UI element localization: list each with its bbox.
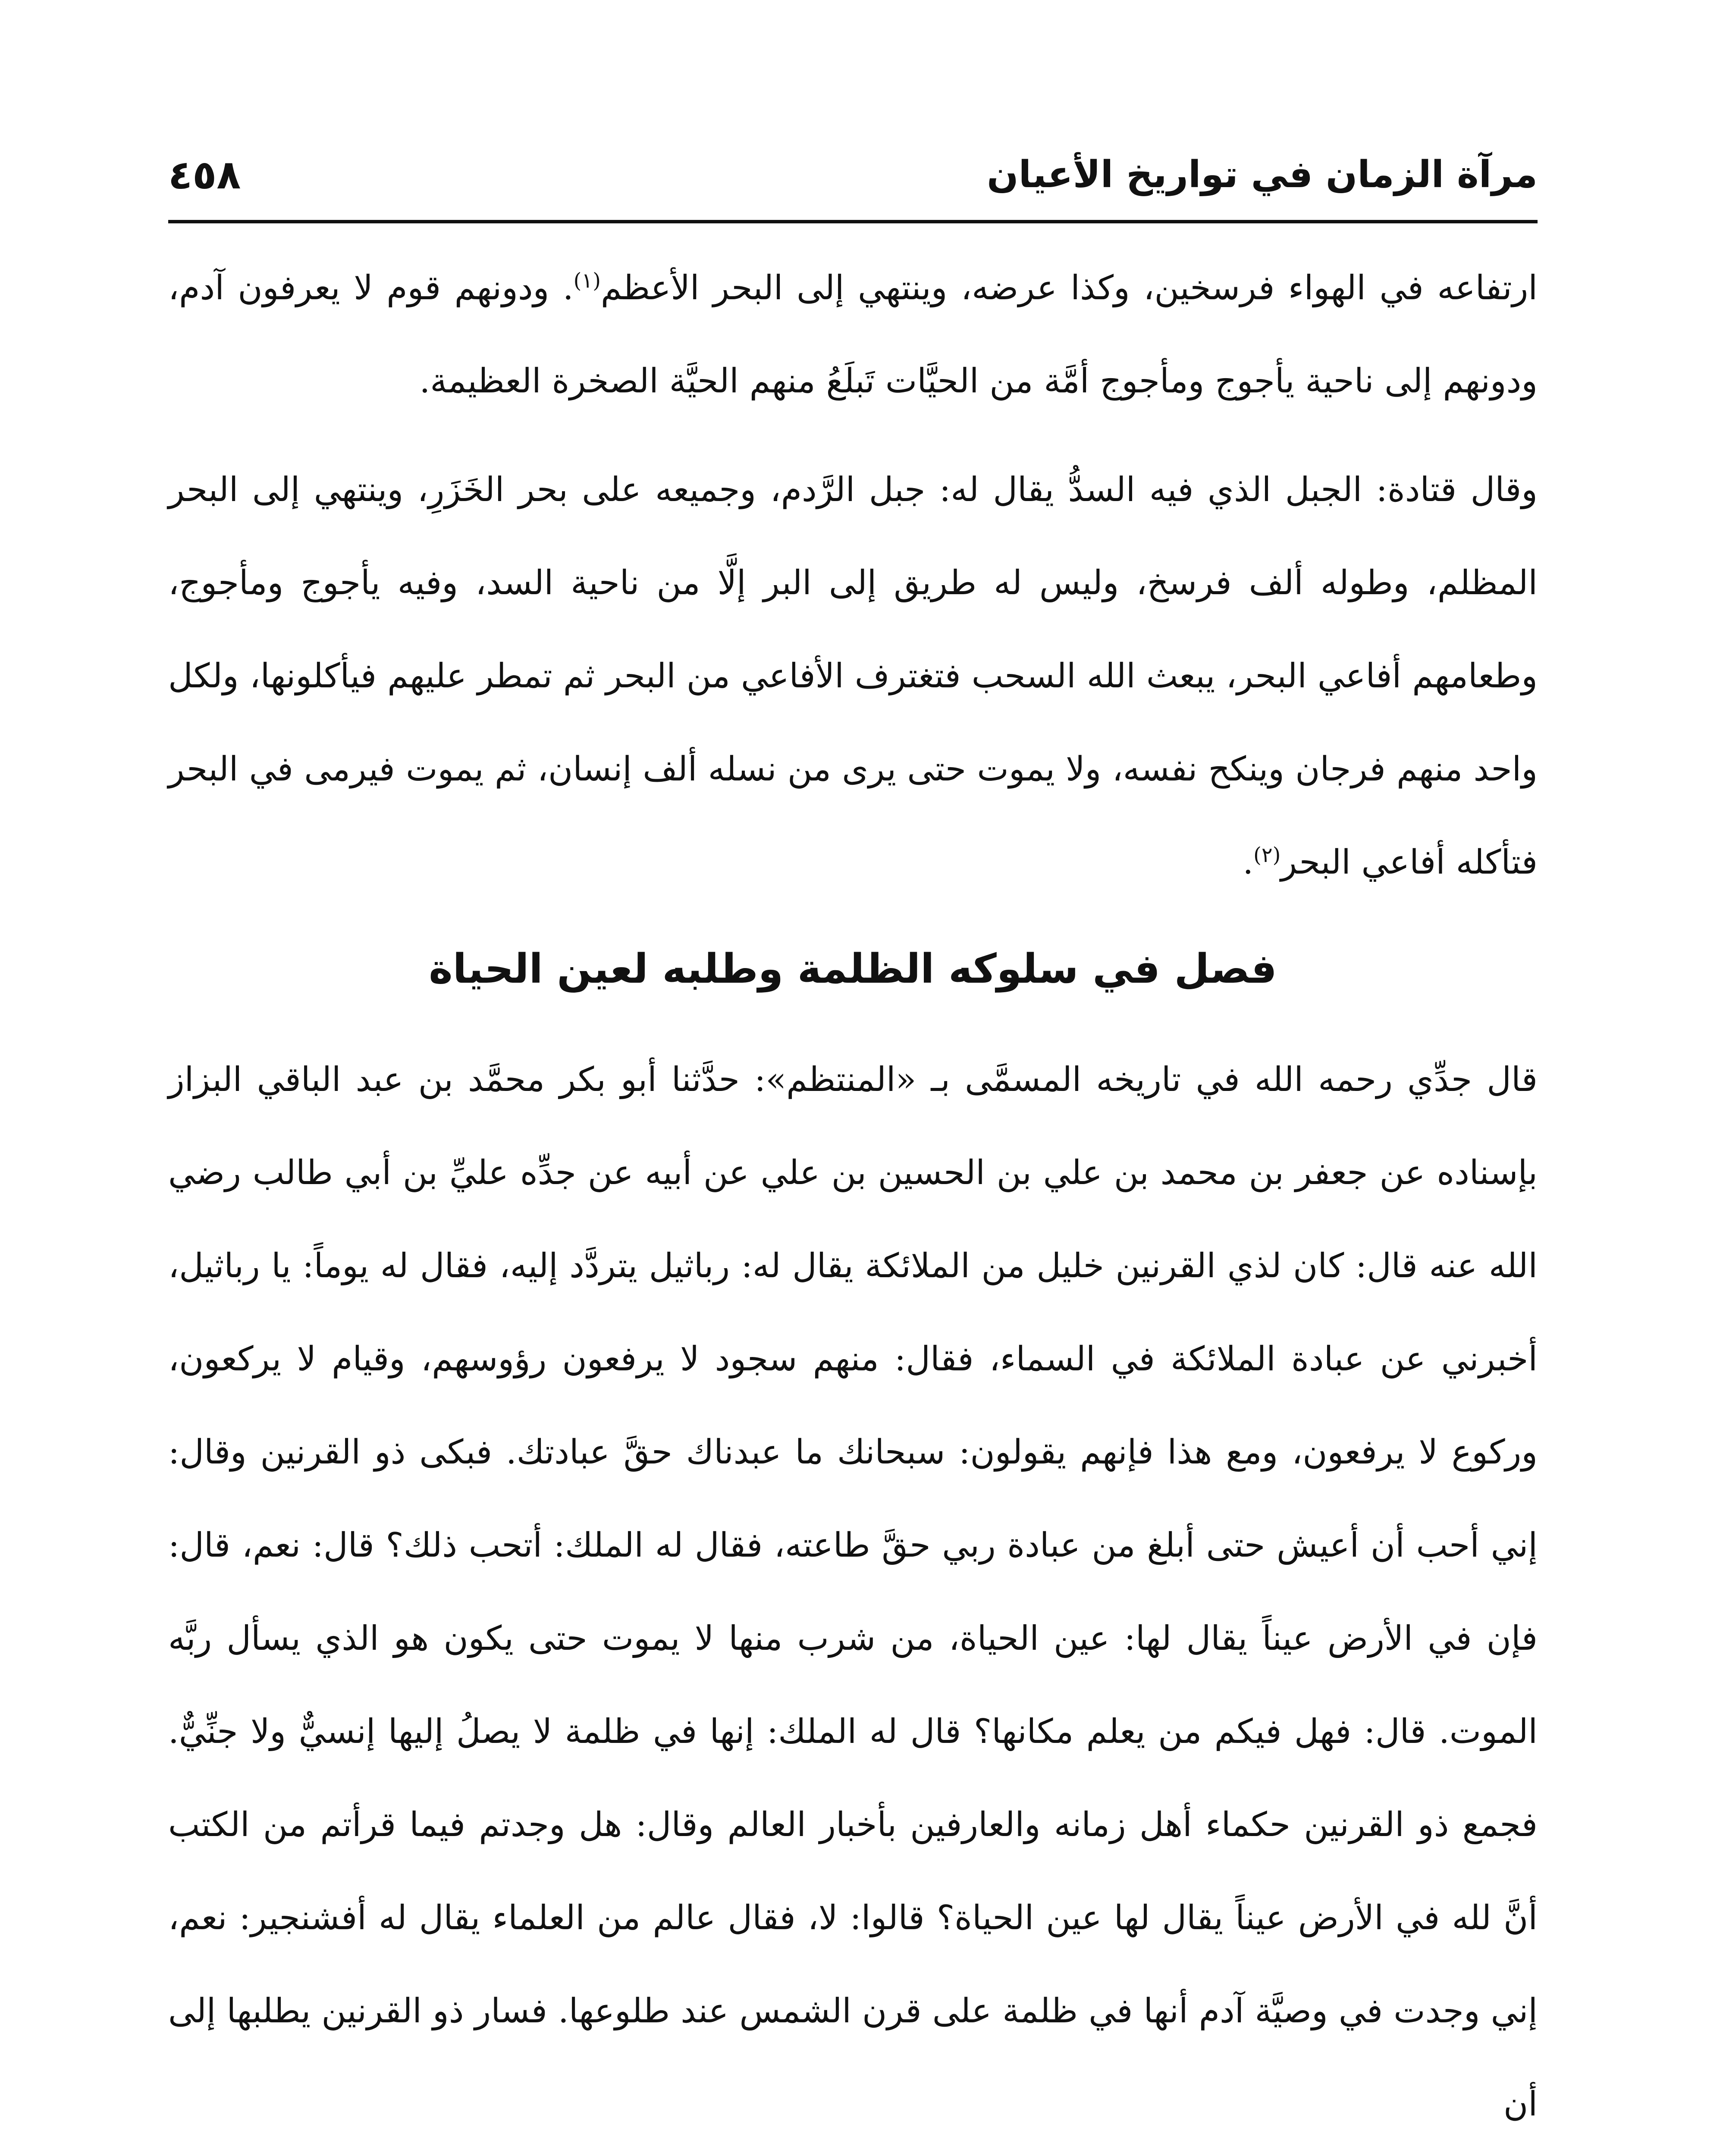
paragraph-1-text-continued: . ودونهم قوم لا يعرفون آدم، ودونهم إلى ناحية يأجوج ومأجوج أمَّة من الحيَّات تَبلَعُ منهم الحيَّة الصخرة العظيمة.	[168, 269, 1538, 401]
header-rule	[168, 220, 1538, 223]
running-title: مرآة الزمان في تواريخ الأعيان	[987, 153, 1538, 196]
footnote-ref-2: (٢)	[1253, 843, 1281, 867]
paragraph-3: قال جدِّي رحمه الله في تاريخه المسمَّى بـ «المنتظم»: حدَّثنا أبو بكر محمَّد بن عبد الباقي البزاز بإسناده عن جعفر بن محمد بن علي بن الحسين بن علي عن أبيه عن جدِّه عليِّ بن أبي طالب رضي الله عنه قال: كان لذي القرنين خليل من الملائكة يقال له: رباثيل يتردَّد إليه، فقال له يوماً: يا رباثيل، أخبرني عن عبادة الملائكة في السماء، فقال: منهم سجود لا يرفعون رؤوسهم، وقيام لا يركعون، وركوع لا يرفعون، ومع هذا فإنهم يقولون: سبحانك ما عبدناك حقَّ عبادتك. فبكى ذو القرنين وقال: إني أحب أن أعيش حتى أبلغ من عبادة ربي حقَّ طاعته، فقال له الملك: أتحب ذلك؟ قال: نعم، قال: فإن في الأرض عيناً يقال لها: عين الحياة، من شرب منها لا يموت حتى يكون هو الذي يسأل ربَّه الموت. قال: فهل فيكم من يعلم مكانها؟ قال له الملك: إنها في ظلمة لا يصلُ إليها إنسيٌّ ولا جنِّيٌّ. فجمع ذو القرنين حكماء أهل زمانه والعارفين بأخبار العالم وقال: هل وجدتم فيما قرأتم من الكتب أنَّ لله في الأرض عيناً يقال لها عين الحياة؟ قالوا: لا، فقال عالم من العلماء يقال له أفشنجير: نعم، إني وجدت في وصيَّة آدم أنها في ظلمة على قرن الشمس عند طلوعها. فسار ذو القرنين يطلبها إلى أن	[168, 1060, 1538, 2124]
paragraph-1-text: ارتفاعه في الهواء فرسخين، وكذا عرضه، وينتهي إلى البحر الأعظم	[600, 269, 1538, 307]
footnote-ref-1: (١)	[573, 269, 601, 293]
page-number: ٤٥٨	[168, 151, 241, 198]
paragraph-2-text: وقال قتادة: الجبل الذي فيه السدُّ يقال له: جبل الرَّدم، وجميعه على بحر الخَزَرِ، وينتهي إلى البحر المظلم، وطوله ألف فرسخ، وليس له طريق إلى البر إلَّا من ناحية السد، وفيه يأجوج ومأجوج، وطعامهم أفاعي البحر، يبعث الله السحب فتغترف الأفاعي من البحر ثم تمطر عليهم فيأكلونها، ولكل واحد منهم فرجان وينكح نفسه، ولا يموت حتى يرى من نسله ألف إنسان، ثم يموت فيرمى في البحر فتأكله أفاعي البحر	[168, 470, 1538, 882]
paragraph-2-text-end: .	[1243, 843, 1254, 882]
paragraph-2	[168, 443, 1538, 909]
section-heading: فصل في سلوكه الظلمة وطلبه لعين الحياة	[429, 946, 1277, 993]
page-header	[168, 142, 1538, 207]
main-text	[168, 241, 1538, 2151]
paragraph-1	[168, 241, 1538, 428]
